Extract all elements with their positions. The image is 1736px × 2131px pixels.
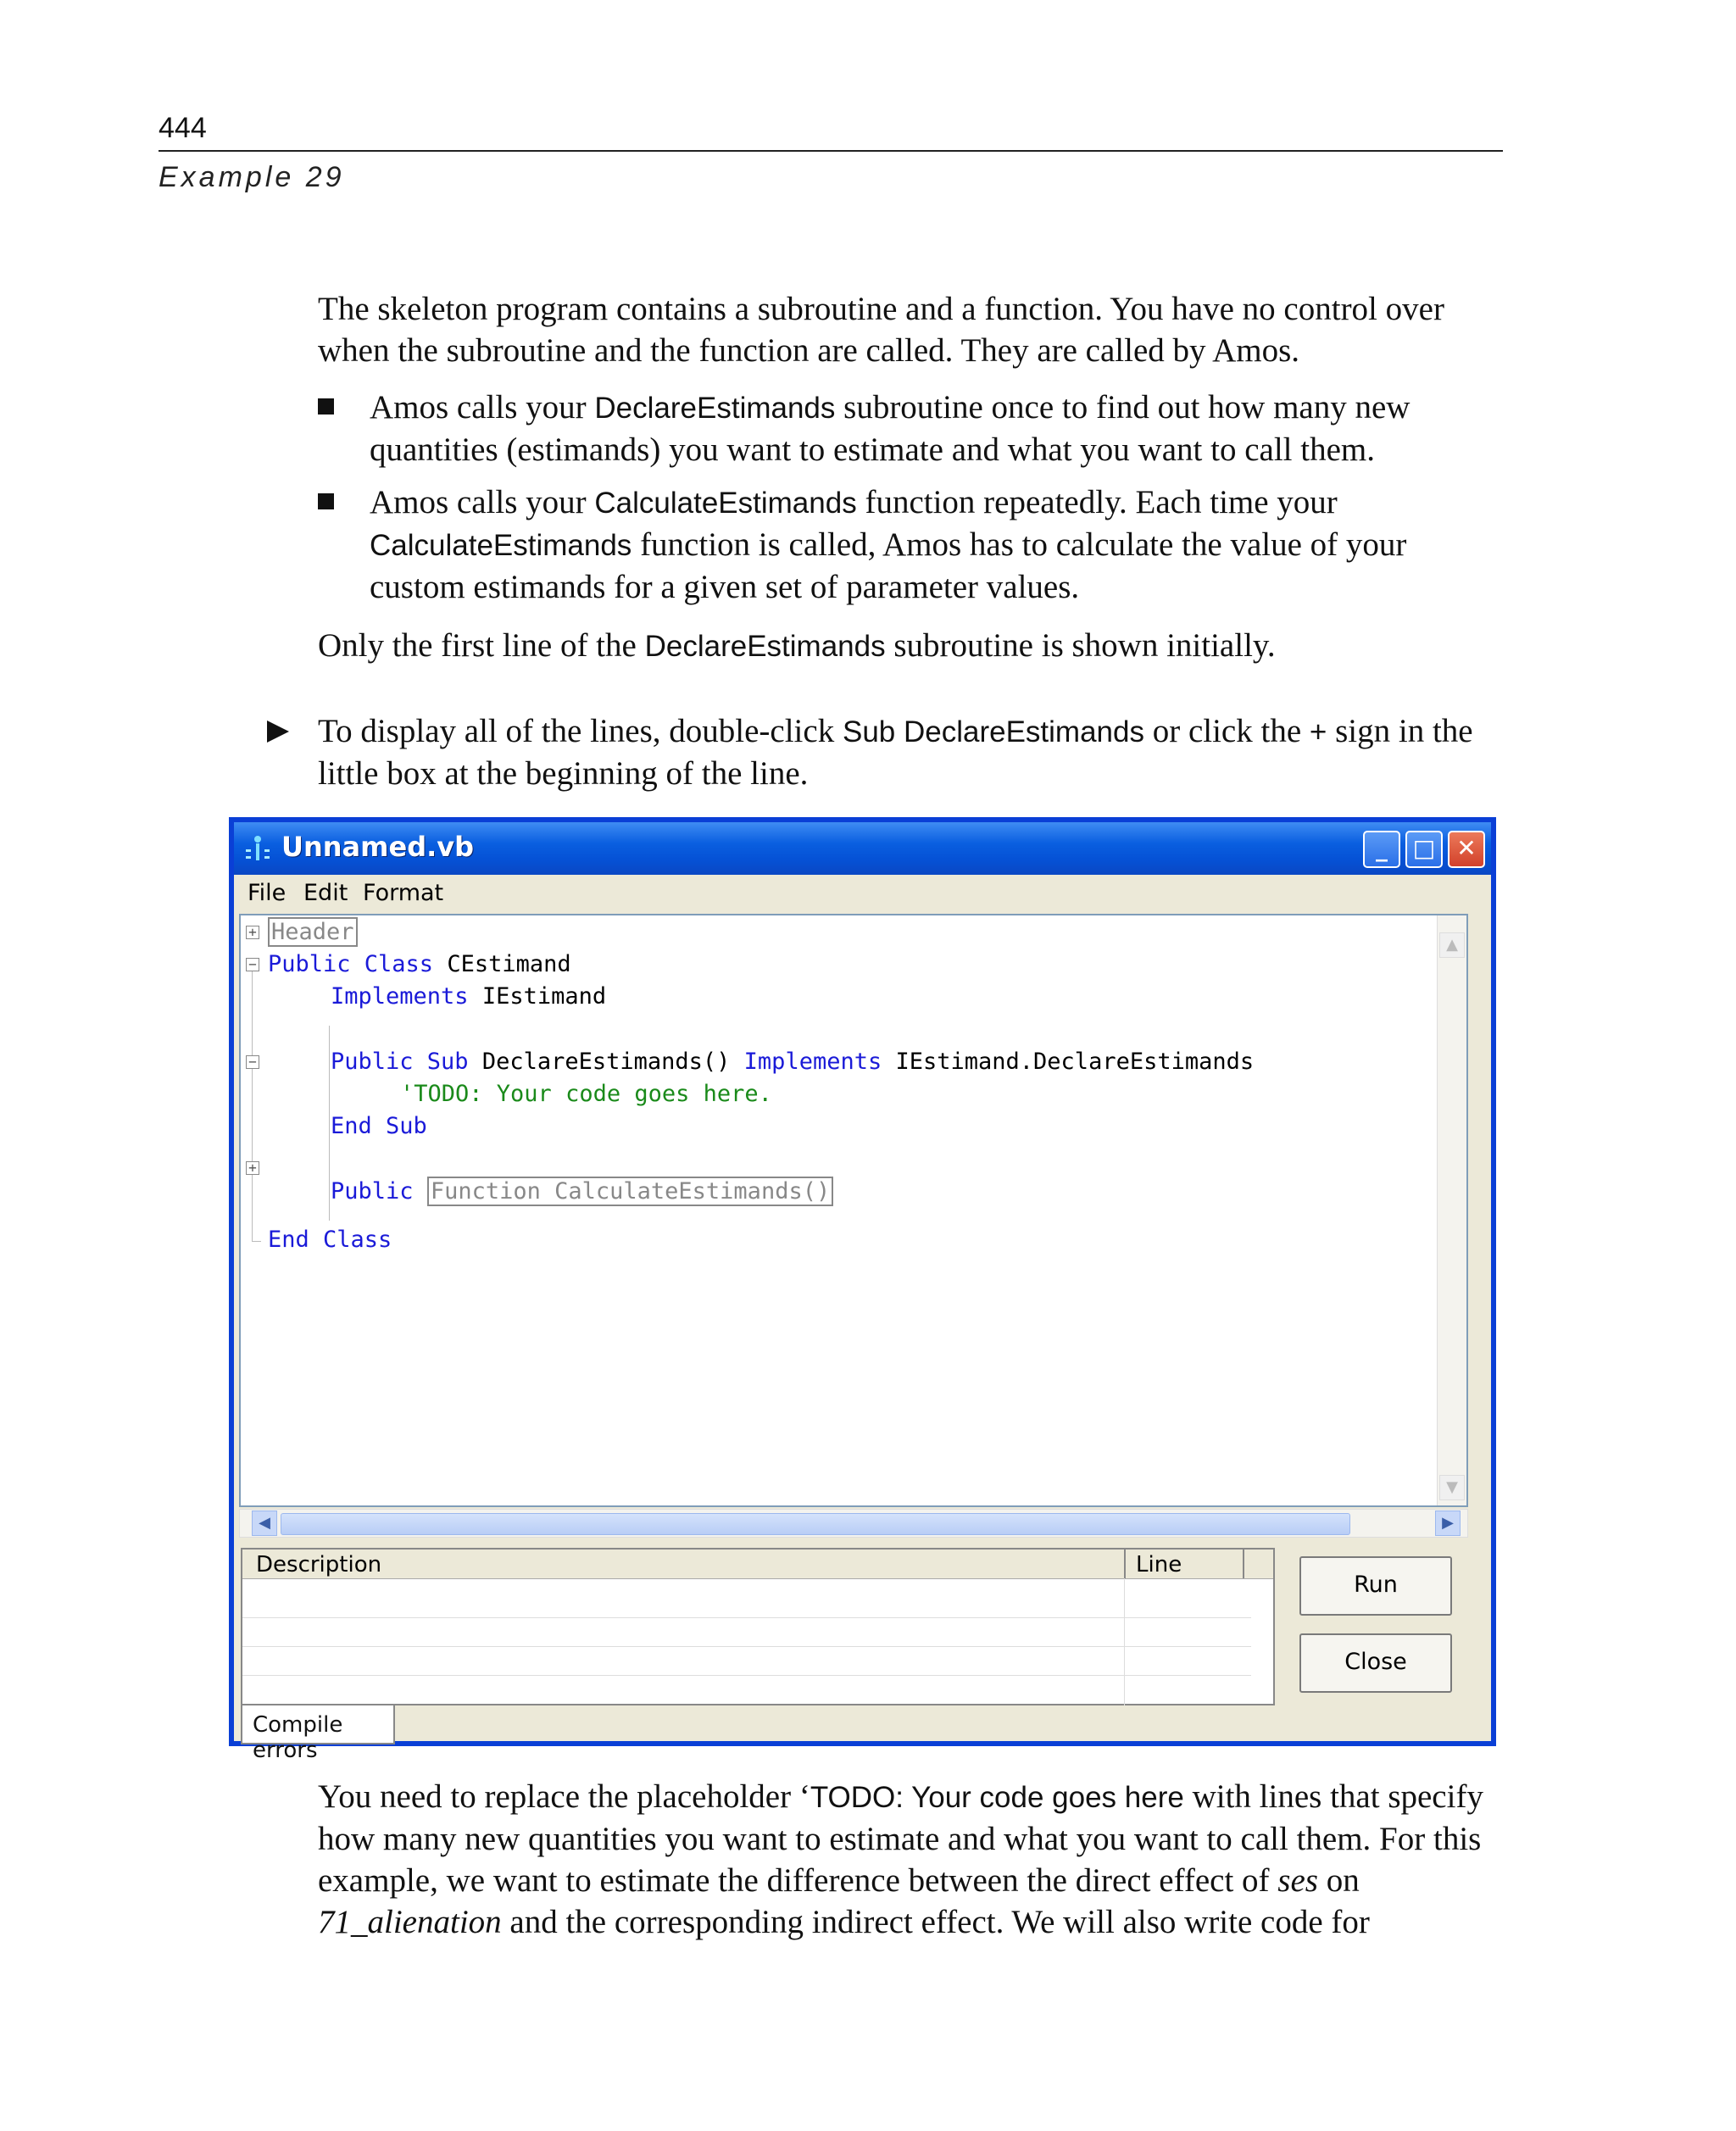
header-rule — [159, 150, 1503, 152]
code-line-sub: Public Sub DeclareEstimands() Implements IEstimand.DeclareEstimands — [331, 1049, 1255, 1075]
expand-header-icon[interactable]: + — [246, 926, 259, 939]
code-line-end-class: End Class — [268, 1227, 392, 1253]
scroll-right-icon[interactable]: ▶ — [1435, 1511, 1461, 1536]
scroll-down-icon[interactable]: ▼ — [1439, 1475, 1465, 1500]
column-divider — [1124, 1550, 1126, 1578]
code-area[interactable] — [239, 914, 1468, 1507]
menu-edit[interactable]: Edit — [303, 880, 348, 906]
vertical-scrollbar[interactable] — [1437, 915, 1466, 1505]
fold-guide — [252, 971, 253, 1241]
menu-bar — [234, 875, 1491, 912]
row-line — [242, 1617, 1251, 1618]
fold-guide-end — [252, 1241, 261, 1242]
row-line — [242, 1646, 1251, 1647]
title-bar[interactable] — [234, 822, 1491, 875]
page-number: 444 — [159, 112, 207, 144]
running-title: Example 29 — [159, 161, 345, 193]
code-line-todo-comment: 'TODO: Your code goes here. — [400, 1081, 772, 1107]
closing-paragraph: You need to replace the placeholder ‘TODO: Your code goes here with lines that specify how many new quantities you want to estimate and what you want to call them. For this example, we want to estimate the difference between the direct effect of ses on 71_alienation and the corresponding indirect effect. We will also write code for — [318, 1778, 1483, 1940]
errors-column-header — [242, 1550, 1273, 1579]
horizontal-scrollbar[interactable] — [239, 1509, 1468, 1538]
only-first-paragraph: Only the first line of the DeclareEstimands subroutine is shown initially. — [318, 627, 1276, 664]
scroll-left-icon[interactable]: ◀ — [252, 1511, 277, 1536]
tab-compile-errors[interactable]: Compile errors — [241, 1705, 395, 1744]
column-description[interactable]: Description — [256, 1552, 382, 1577]
scroll-up-icon[interactable]: ▲ — [1439, 932, 1465, 958]
code-line-class: Public Class CEstimand — [268, 951, 571, 977]
code-line-header: Header — [268, 919, 358, 945]
horizontal-scroll-thumb[interactable] — [281, 1513, 1350, 1535]
menu-file[interactable]: File — [248, 880, 287, 906]
column-divider — [1243, 1550, 1244, 1578]
code-line-end-sub: End Sub — [331, 1113, 427, 1139]
menu-format[interactable]: Format — [363, 880, 444, 906]
run-button[interactable]: Run — [1299, 1556, 1452, 1616]
code-editor-window — [229, 817, 1496, 1763]
minimize-icon[interactable]: _ — [1363, 831, 1400, 868]
step-text: To display all of the lines, double-click Sub DeclareEstimands or click the + sign in the little box at the beginning of the line. — [318, 713, 1473, 792]
bullet-text: Amos calls your DeclareEstimands subroutine once to find out how many new quantities (estimands) you want to estimate and what you want to call them. — [370, 389, 1410, 468]
maximize-icon[interactable]: □ — [1405, 831, 1443, 868]
close-icon[interactable]: ✕ — [1448, 831, 1485, 868]
column-line[interactable]: Line — [1136, 1552, 1182, 1577]
step-instruction — [267, 710, 1505, 795]
step-arrow-icon — [267, 721, 289, 743]
bullet-text: Amos calls your CalculateEstimands function repeatedly. Each time your CalculateEstimands function is called, Amos has to calculate the value of your custom estimands for a given set of parameter values. — [370, 484, 1407, 605]
intro-paragraph: The skeleton program contains a subroutine and a function. You have no control over when the subroutine and the function are called. They are called by Amos. — [318, 291, 1444, 369]
collapse-sub-icon[interactable]: − — [246, 1055, 259, 1069]
bullet-mark — [318, 493, 334, 509]
compile-errors-list[interactable] — [241, 1548, 1275, 1705]
collapse-class-icon[interactable]: − — [246, 958, 259, 971]
app-icon — [242, 834, 273, 865]
code-line-implements: Implements IEstimand — [331, 983, 607, 1010]
row-line — [242, 1675, 1251, 1676]
bullet-calculate — [318, 481, 1505, 609]
code-line-function: Public Function CalculateEstimands() — [331, 1178, 833, 1205]
indent-guide — [329, 1026, 330, 1221]
bullet-declare — [318, 387, 1505, 471]
close-button[interactable]: Close — [1299, 1633, 1452, 1693]
expand-function-icon[interactable]: + — [246, 1161, 259, 1175]
window-title: Unnamed.vb — [281, 831, 475, 863]
bullet-mark — [318, 398, 334, 415]
grid-col-line — [1124, 1578, 1125, 1705]
